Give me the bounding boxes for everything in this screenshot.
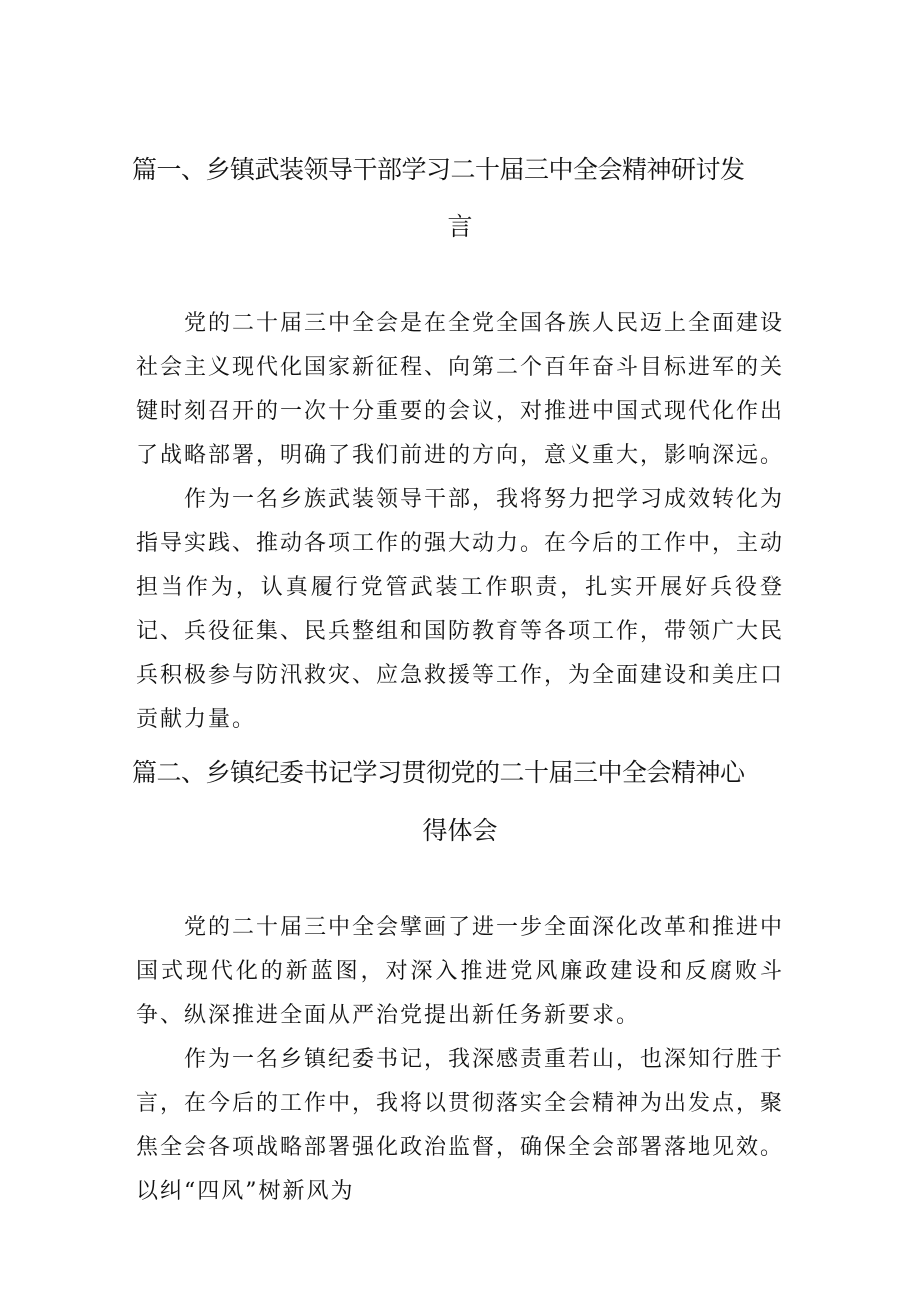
section-2-paragraph-1: 党的二十届三中全会擘画了进一步全面深化改革和推进中国式现代化的新蓝图，对深入推进党风廉政建设和反腐败斗争、纵深推进全面从严治党提出新任务新要求。 <box>136 915 785 1028</box>
section-1-paragraph-1: 党的二十届三中全会是在全党全国各族人民迈上全面建设社会主义现代化国家新征程、向第二个百年奋斗目标进军的关键时刻召开的一次十分重要的会议，对推进中国式现代化作出了战略部署，明确了我们前进的方向，意义重大，影响深远。 <box>136 311 785 468</box>
section-2-title-continuation: 得体会 <box>422 816 498 845</box>
section-1-title-continuation: 言 <box>447 212 473 241</box>
section-2-title: 篇二、乡镇纪委书记学习贯彻党的二十届三中全会精神心 <box>132 758 745 787</box>
section-2-paragraph-2: 作为一名乡镇纪委书记，我深感责重若山，也深知行胜于言，在今后的工作中，我将以贯彻落实全会精神为出发点，聚焦全会各项战略部署强化政治监督，确保全会部署落地见效。以纠“四风”树新风为 <box>136 1047 785 1204</box>
section-1-paragraph-2: 作为一名乡族武装领导干部，我将努力把学习成效转化为指导实践、推动各项工作的强大动力。在今后的工作中，主动担当作为，认真履行党管武装工作职责，扎实开展好兵役登记、兵役征集、民兵整组和国防教育等各项工作，带领广大民兵积极参与防汛救灾、应急救援等工作，为全面建设和美庄口贡献力量。 <box>136 487 785 732</box>
section-1-title: 篇一、乡镇武装领导干部学习二十届三中全会精神研讨发 <box>132 155 745 184</box>
